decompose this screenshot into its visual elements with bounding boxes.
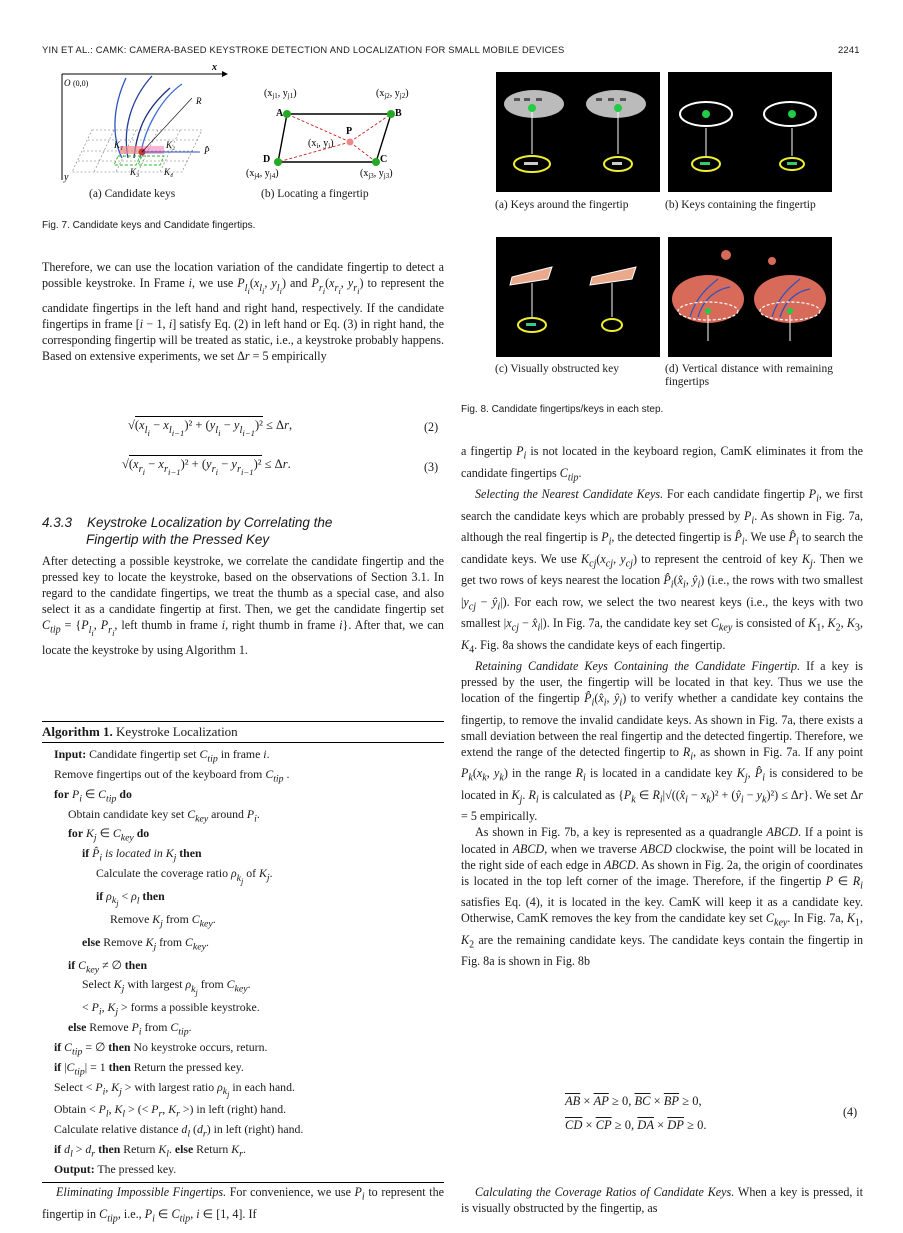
svg-text:(0,0): (0,0): [73, 79, 89, 88]
fig7-caption: Fig. 7. Candidate keys and Candidate fingertips.: [42, 220, 256, 231]
svg-text:P̂: P̂: [204, 146, 210, 156]
fig7b-subcaption: (b) Locating a fingertip: [261, 188, 369, 200]
equation-3: $√(x_{r_i} - x_{r_{i-1}})^2 + (y_{r_i} - y_{r_{i-1}})^2 \le \Delta r$.: [122, 457, 291, 477]
svg-text:K₃: K₃: [130, 167, 140, 177]
right-paragraph-1: a fingertip $P_i$ is not located in the keyboard region, CamK eliminates it from the candidate fingertips $C_{tip}$. Selecting the Nearest Candidate Keys. For each candidate fingertip $P_i$, we first search the candidate keys which are probably pressed by $P_i$. As shown in Fig. 7a, although the real fingertip is $P_i$, the detected fingertip is $P̂_i$. We use $P̂_i$ to search the candidate keys. We use $K_{cj}(x_{cj}$, $y_{cj}$) to represent the centroid of key $K_j$. Then we get two rows of keys nearest the location $P̂_i(x̂_i$, $ŷ_i$) (i.e., the rows with two smallest $|y_{cj}$ − $ŷ_i|$). For each row, we select the two nearest keys (i.e., the keys with two smallest $|x_{cj}$ − $x̂_i|$). In Fig. 7a, the candidate key set $C_{key}$ is consisted of $K_1$, $K_2$, $K_3$, $K_4$. Fig. 8a shows the candidate keys of each fingertip. Retaining Candidate Keys Containing the Candidate Fingertip. If a key is pressed by the user, the fingertip will be located in that key. Thus we use the location of the fingertip $P̂_i(x̂_i$, $ŷ_i$) to verify whether a candidate key contains the fingertip, to remove the invalid candidate keys. As shown in Fig. 7a, there exists a small deviation between the real fingertip and the detected fingertip. Therefore, we extend the range of the detected fingertip to $R_i$, as shown in Fig. 7a. If any point $P_k(x_k$, $y_k$) in the range $R_i$ is located in a candidate key $K_j$, $P̂_i$ is considered to be located in $K_j$. $R_i$ is calculated as {$P_k$ ∈ $R_i|√((x̂_i - x_k)^2$ + $(ŷ_i - y_k)^2) \le \Delta r$}. We set Δr = 5 empirically. As shown in Fig. 7b, a key is represented as a quadrangle ABCD. If a point is located in ABCD, when we traverse ABCD clockwise, the point will be located in the right side of each edge in ABCD. As shown in Fig. 2a, the origin of coordinates is located in the top left corner of the image. Therefore, if the fingertip P ∈ $R_i$ satisfies Eq. (4), it is located in the key. CamK will keep it as a candidate key. Otherwise, CamK removes the key from the candidate key set $C_{key}$. In Fig. 7a, $K_1$, $K_2$ are the remaining candidate keys. The candidate keys contain the fingertip in Fig. 8a is shown in Fig. 8b: [461, 444, 864, 969]
fig8b-photo-keys-containing-fingertip: [668, 72, 832, 192]
fig8a-subcaption: (a) Keys around the fingertip: [495, 199, 629, 211]
svg-text:C: C: [380, 154, 388, 165]
equation-3-number: (3): [424, 460, 439, 474]
equation-2-number: (2): [424, 420, 439, 434]
equation-2: $√(x_{l_i} - x_{l_{i-1}})^2 + (y_{l_i} - y_{l_{i-1}})^2 \le \Delta r$,: [128, 418, 293, 438]
svg-text:P: P: [346, 126, 353, 137]
equation-4: $\overline{AB} \times \overline{AP} \ge 0$, $\overline{BC} \times \overline{BP} \ge 0$, $\overline{CD} \times \overline{CP} \ge 0$, $\overline{DA} \times \overline{DP} \ge 0$.: [565, 1094, 707, 1132]
fig7b-locating-fingertip-diagram: [238, 68, 438, 183]
fig8c-photo-visually-obstructed-key: [496, 237, 660, 357]
page-number: 2241: [838, 44, 860, 55]
fig8d-subcaption: (d) Vertical distance with remaining fingertips: [665, 363, 833, 388]
fig8b-subcaption: (b) Keys containing the fingertip: [665, 199, 816, 211]
section-heading-4-3-3: 4.3.3 Keystroke Localization by Correlating the Fingertip with the Pressed Key: [42, 515, 333, 547]
svg-text:(xj2, yj2): ($x_{j2}$, $y_{j2}$): [376, 88, 409, 100]
svg-text:B: B: [395, 108, 402, 119]
svg-text:K₁: K₁: [114, 140, 124, 150]
svg-text:(xj4, yj4): ($x_{j4}$, $y_{j4}$): [246, 168, 279, 180]
fig8-caption: Fig. 8. Candidate fingertips/keys in each step.: [461, 404, 664, 415]
algorithm-1-title: Algorithm 1. Keystroke Localization: [42, 722, 444, 743]
svg-text:D: D: [263, 154, 271, 165]
svg-text:x: x: [212, 62, 217, 73]
svg-text:y: y: [64, 172, 69, 183]
svg-text:R: R: [196, 96, 202, 106]
fig8a-photo-keys-around-fingertip: [496, 72, 660, 192]
fig7a-candidate-keys-diagram: [52, 62, 232, 183]
running-title: YIN ET AL.: CAMK: CAMERA-BASED KEYSTROKE DETECTION AND LOCALIZATION FOR SMALL MOBILE DEVICES: [42, 44, 565, 55]
left-paragraph-3: Eliminating Impossible Fingertips. For convenience, we use $P_i$ to represent the fingertip in $C_{tip}$, i.e., $P_i$ ∈ $C_{tip}$, i ∈ [1, 4]. If: [42, 1185, 444, 1224]
algorithm-1-box: [42, 721, 444, 1183]
svg-text:K₂: K₂: [166, 140, 176, 150]
fig8d-photo-vertical-distance: [668, 237, 832, 357]
fig7a-subcaption: (a) Candidate keys: [89, 188, 176, 200]
svg-text:(xi, yi): ($x_i$, $y_i$): [308, 138, 334, 150]
svg-text:(xj3, yj3): ($x_{j3}$, $y_{j3}$): [360, 168, 393, 180]
left-paragraph-1: Therefore, we can use the location variation of the candidate fingertip to detect a possible keystroke. In Frame i, we use $P_{l_i}(x_{l_i}$, $y_{l_i}$) and $P_{r_i}(x_{r_i}$, $y_{r_i}$) to represent the candidate fingertips in the left hand and right hand, respectively. If the candidate fingertips in frame [i − 1, i] satisfy Eq. (2) in left hand or Eq. (3) in right hand, the corresponding fingertip will be treated as static, i.e., a keystroke probably happens. Based on extensive experiments, we set Δr = 5 empirically: [42, 260, 445, 363]
equation-4-number: (4): [843, 1105, 858, 1119]
fig8c-subcaption: (c) Visually obstructed key: [495, 363, 619, 375]
left-paragraph-2: After detecting a possible keystroke, we correlate the candidate fingertip and the pressed key to locate the keystroke, based on the observations of Section 3.1. In regard to the candidate fingertips, we treat the thumb as a special case, and also select it as a candidate fingertip at first. Then, we get the candidate fingertip set $C_{tip} = \{P_{l_i}$, $P_{r_i}$, left thumb in frame i, right thumb in frame i}. After that, we can locate the keystroke by using Algorithm 1.: [42, 554, 444, 657]
right-paragraph-5: Calculating the Coverage Ratios of Candidate Keys. When a key is pressed, it is visually obstructed by the fingertip, as: [461, 1185, 863, 1216]
svg-text:(xj1, yj1): ($x_{j1}$, $y_{j1}$): [264, 88, 297, 100]
algorithm-1-body: Input: Candidate fingertip set $C_{tip}$ in frame i. Remove fingertips out of the keyboard from $C_{tip}$ . for $P_i$ ∈ $C_{tip}$ do Obtain candidate key set $C_{key}$ around $P_i$. for $K_j$ ∈ $C_{key}$ do if $P̂_i$ is located in $K_j$ then Calculate the coverage ratio $\rho_{k_j}$ of $K_j$. if $\rho_{k_j} < \rho_l$ then Remove $K_j$ from $C_{key}$. else Remove $K_j$ from $C_{key}$. if $C_{key}$ ≠ ∅ then Select $K_j$ with largest $\rho_{k_j}$ from $C_{key}$. < $P_i$, $K_j$ > forms a possible keystroke. else Remove $P_i$ from $C_{tip}$. if $C_{tip}$ = ∅ then No keystroke occurs, return. if $|C_{tip}| = 1$ then Return the pressed key. Select < $P_i$, $K_j$ > with largest ratio $\rho_{k_j}$ in each hand. Obtain < $P_l$, $K_l$ > (< $P_r$, $K_r$ >) in left (right) hand. Calculate relative distance $d_l$ $(d_r)$ in left (right) hand. if $d_l > d_r$ then Return $K_l$. else Return $K_r$. Output: The pressed key.: [54, 747, 304, 1176]
svg-text:O: O: [64, 78, 71, 88]
svg-text:A: A: [276, 108, 284, 119]
svg-text:K₄: K₄: [164, 167, 174, 177]
